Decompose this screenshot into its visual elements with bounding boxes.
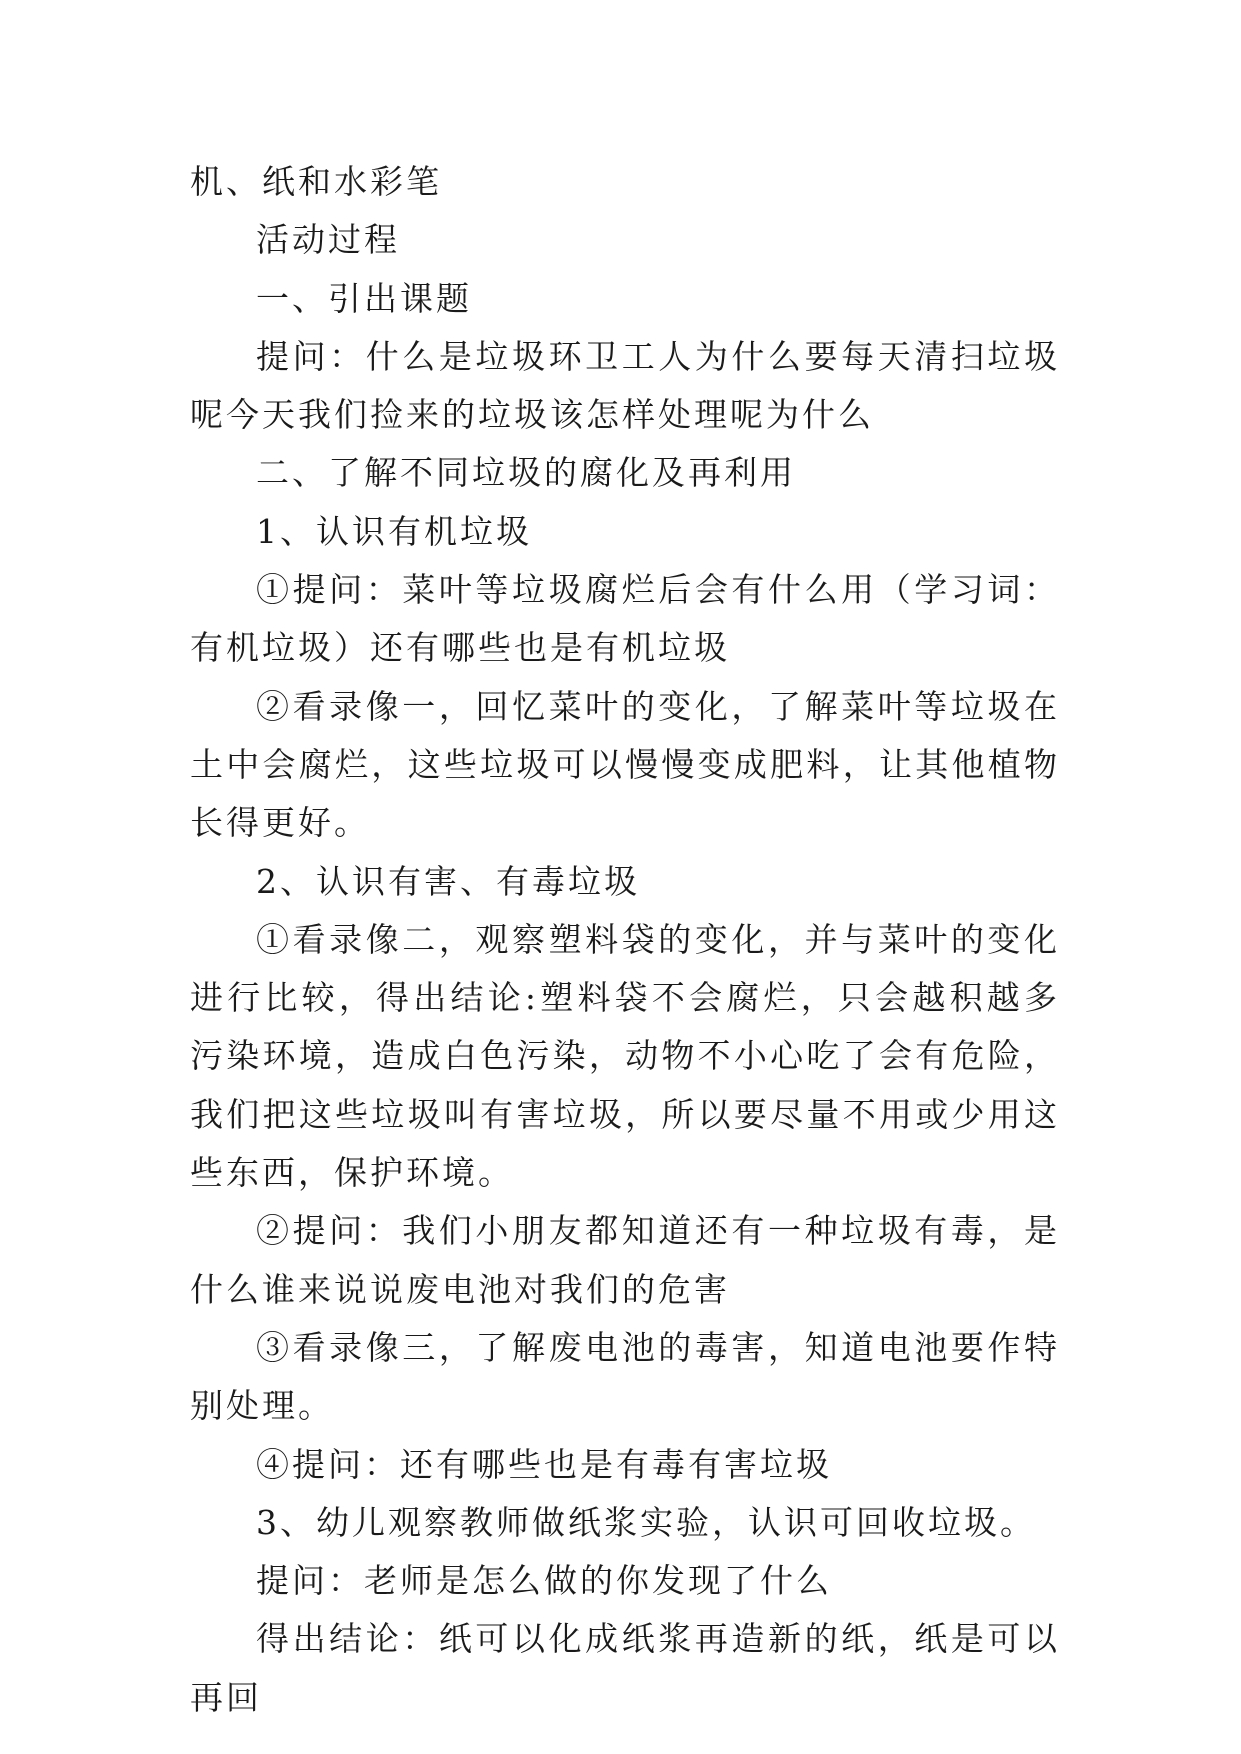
heading-organic-waste: 1、认识有机垃圾 xyxy=(256,511,532,551)
paragraph-teacher-question: 提问：老师是怎么做的你发现了什么 xyxy=(256,1561,832,1601)
paragraph-toxic-question: ②提问：我们小朋友都知道还有一种垃圾有毒，是什么谁来说说废电池对我们的危害 xyxy=(190,1211,1060,1309)
paragraph-conclusion: 得出结论：纸可以化成纸浆再造新的纸，纸是可以再回 xyxy=(190,1619,1060,1717)
heading-section-2: 二、了解不同垃圾的腐化及再利用 xyxy=(256,453,796,493)
paragraph-materials: 机、纸和水彩笔 xyxy=(190,162,442,201)
paragraph-video-three: ③看录像三，了解废电池的毒害，知道电池要作特别处理。 xyxy=(190,1327,1060,1426)
paragraph-other-harmful: ④提问：还有哪些也是有毒有害垃圾 xyxy=(256,1444,832,1484)
paragraph-video-one: ②看录像一，回忆菜叶的变化，了解菜叶等垃圾在土中会腐烂，这些垃圾可以慢慢变成肥料，让其他植物长得更好。 xyxy=(190,686,1060,843)
heading-harmful-waste: 2、认识有害、有毒垃圾 xyxy=(256,861,640,901)
heading-section-1: 一、引出课题 xyxy=(256,278,472,318)
paragraph-video-two: ①看录像二，观察塑料袋的变化，并与菜叶的变化进行比较，得出结论:塑料袋不会腐烂，只会越积越多污染环境，造成白色污染，动物不小心吃了会有危险，我们把这些垃圾叫有害垃圾，所以要尽量不用或少用这些东西，保护环境。 xyxy=(190,919,1060,1193)
heading-recyclable-waste: 3、幼儿观察教师做纸浆实验，认识可回收垃圾。 xyxy=(256,1502,1036,1542)
paragraph-organic-question: ①提问：菜叶等垃圾腐烂后会有什么用（学习词：有机垃圾）还有哪些也是有机垃圾 xyxy=(190,570,1060,668)
paragraph-question-1: 提问：什么是垃圾环卫工人为什么要每天清扫垃圾呢今天我们捡来的垃圾该怎样处理呢为什么 xyxy=(190,336,1060,435)
document-body xyxy=(190,153,1060,1727)
heading-activity-process: 活动过程 xyxy=(256,220,400,260)
